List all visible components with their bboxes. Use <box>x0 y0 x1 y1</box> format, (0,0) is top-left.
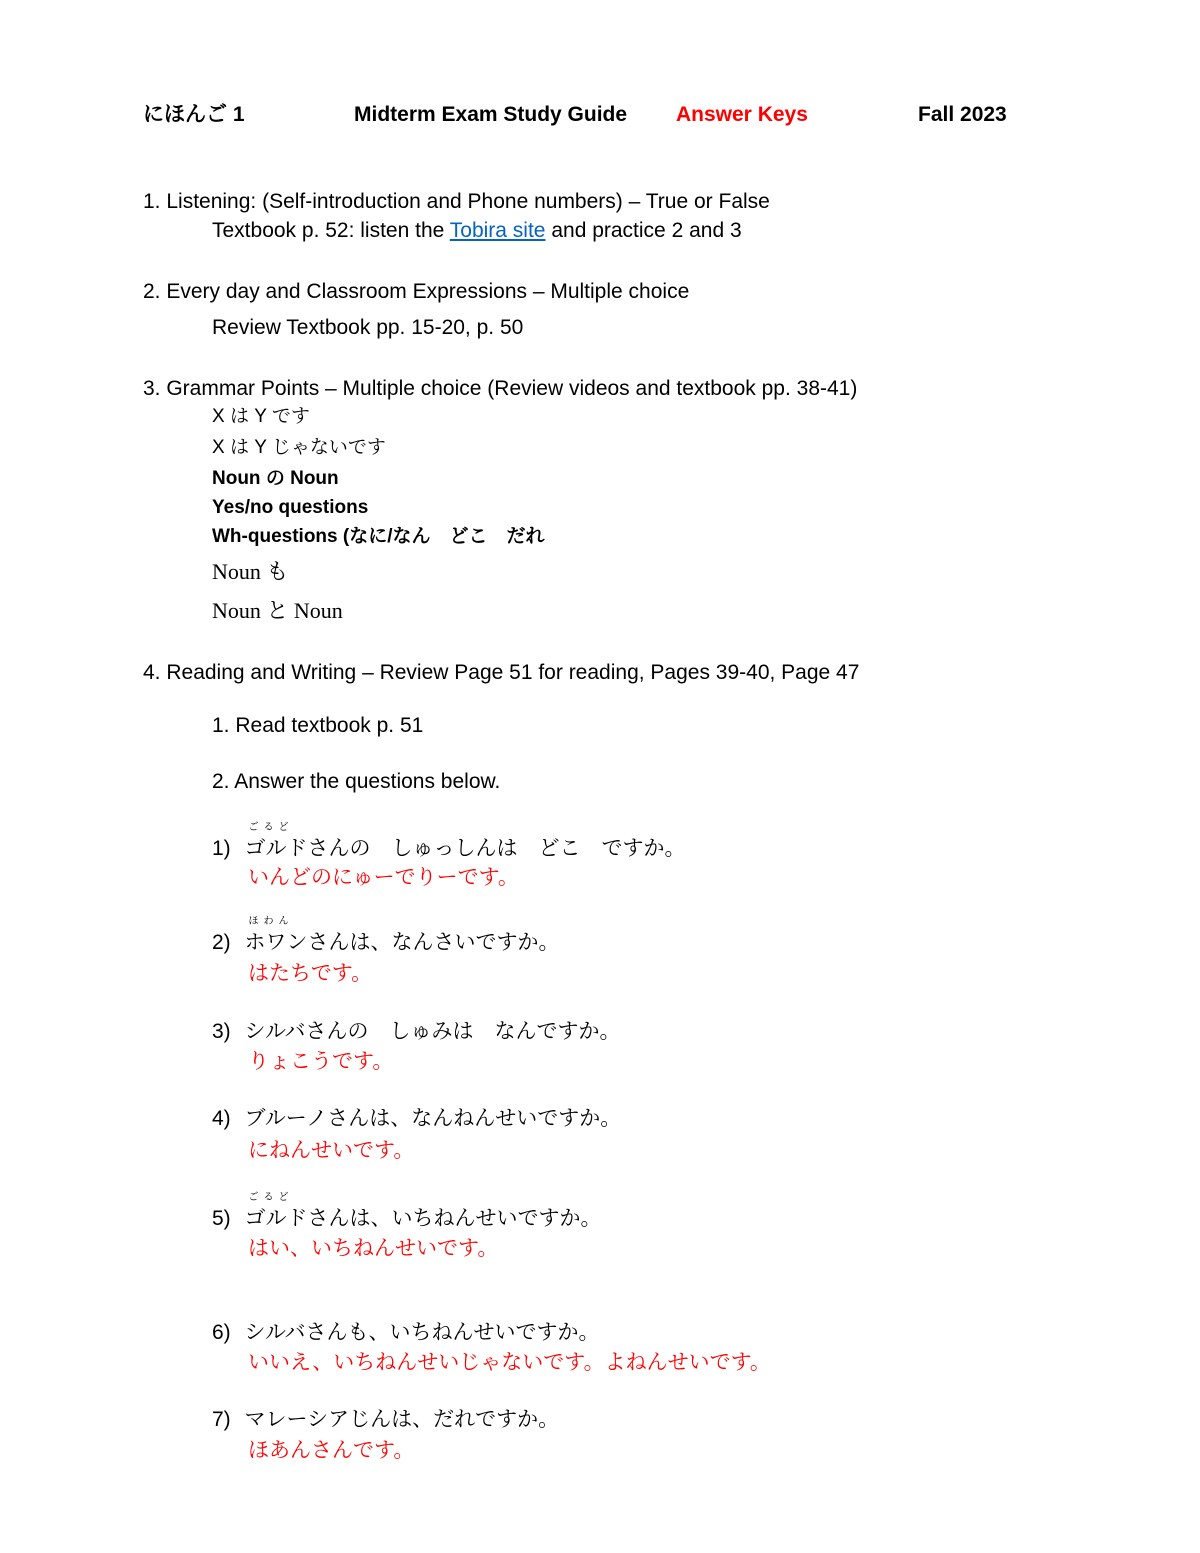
answer-4: にねんせいです。 <box>248 1139 415 1162</box>
grammar-point: Noun の Noun <box>212 468 339 489</box>
section-1-heading: 1. Listening: (Self-introduction and Phone numbers) – True or False <box>143 190 770 213</box>
section-1-detail <box>212 218 742 244</box>
section-2-detail: Review Textbook pp. 15-20, p. 50 <box>212 316 524 339</box>
question-number: 1) <box>212 837 231 860</box>
section-1-detail-post: and practice 2 and 3 <box>545 219 742 242</box>
question-text: さんは、なんさいですか。 <box>307 931 560 954</box>
ruby-name <box>244 822 308 862</box>
section-2-heading: 2. Every day and Classroom Expressions – Multiple choice <box>143 280 690 303</box>
answer-6: いいえ、いちねんせいじゃないです。よねんせいです。 <box>248 1351 771 1374</box>
question-5 <box>212 1192 602 1232</box>
question-6 <box>212 1320 600 1346</box>
grammar-point: Wh-questions (なに/なん どこ だれ <box>212 526 545 547</box>
reading-step-2: 2. Answer the questions below. <box>212 770 501 793</box>
section-4-heading: 4. Reading and Writing – Review Page 51 for reading, Pages 39-40, Page 47 <box>143 661 860 684</box>
question-text: さんの しゅっしんは どこ ですか。 <box>307 837 686 860</box>
question-number: 7) <box>212 1408 231 1431</box>
question-2 <box>212 916 560 956</box>
grammar-point: Yes/no questions <box>212 497 369 518</box>
question-number: 5) <box>212 1207 231 1230</box>
question-number: 2) <box>212 931 231 954</box>
question-text: マレーシアじんは、だれですか。 <box>244 1408 560 1431</box>
grammar-point: Noun も <box>212 559 289 584</box>
answer-1: いんどのにゅーでりーです。 <box>248 866 519 889</box>
ruby-base: ゴルド <box>244 837 308 860</box>
question-number: 3) <box>212 1020 231 1043</box>
answer-2: はたちです。 <box>248 962 373 985</box>
question-1 <box>212 822 686 862</box>
grammar-point: X は Y じゃないです <box>212 437 386 458</box>
ruby-name <box>244 1192 308 1232</box>
ruby-reading: ほわん <box>248 916 294 927</box>
ruby-base: ゴルド <box>244 1207 308 1230</box>
course-title: にほんご 1 <box>143 103 245 126</box>
page-title: Midterm Exam Study Guide <box>354 103 628 126</box>
ruby-name <box>244 916 308 956</box>
grammar-point: X は Y です <box>212 406 310 427</box>
answer-3: りょこうです。 <box>248 1050 394 1073</box>
term-label: Fall 2023 <box>918 103 1007 126</box>
question-text: シルバさんも、いちねんせいですか。 <box>244 1321 600 1344</box>
question-number: 6) <box>212 1321 231 1344</box>
ruby-reading: ごるど <box>248 1192 294 1203</box>
answer-keys-label: Answer Keys <box>676 103 808 126</box>
ruby-reading: ごるど <box>248 822 294 833</box>
question-text: さんは、いちねんせいですか。 <box>307 1207 602 1230</box>
question-7 <box>212 1407 559 1433</box>
section-3-heading: 3. Grammar Points – Multiple choice (Review videos and textbook pp. 38-41) <box>143 377 858 400</box>
answer-5: はい、いちねんせいです。 <box>248 1237 499 1260</box>
answer-7: ほあんさんです。 <box>248 1439 415 1462</box>
question-text: シルバさんの しゅみは なんですか。 <box>244 1020 621 1043</box>
question-text: ブルーノさんは、なんねんせいですか。 <box>244 1107 622 1130</box>
question-3 <box>212 1019 621 1045</box>
reading-step-1: 1. Read textbook p. 51 <box>212 714 424 737</box>
section-1-detail-pre: Textbook p. 52: listen the <box>212 219 450 242</box>
grammar-point: Noun と Noun <box>212 598 343 623</box>
question-4 <box>212 1106 621 1132</box>
question-number: 4) <box>212 1107 231 1130</box>
tobira-site-link[interactable]: Tobira site <box>449 219 546 242</box>
ruby-base: ホワン <box>244 931 308 954</box>
